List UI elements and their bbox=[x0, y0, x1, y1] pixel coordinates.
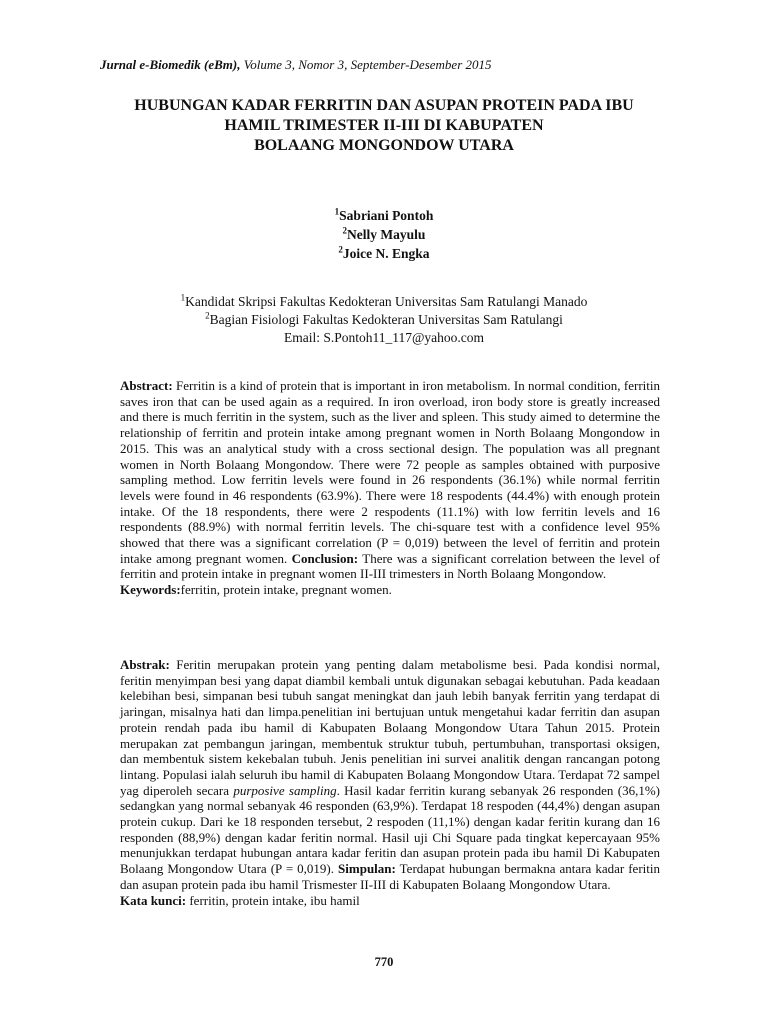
page-number: 770 bbox=[374, 955, 394, 969]
journal-name: Jurnal e-Biomedik (eBm), bbox=[100, 57, 241, 72]
author: $^2$Joice N. Engka bbox=[338, 244, 430, 261]
abstract-body: Abstract: Ferritin is a kind of protein that is important in iron metabolism. In normal condition, ferritin saves iron that can be used again as a required. In iron overload, iron body store is greatly increased and there is much ferritin in the system, such as the liver and spleen. This study aimed to determine the relationship of ferritin and protein intake among pregnant women in North Bolaang Mongondow in 2015. This was an analytical study with a cross sectional design. The population was all pregnant women in North Bolaang Mongondow. There were 72 people as samples obtained with purposive sampling method. Low ferritin levels were found in 26 respondents (36.1%) while normal ferritin levels were found in 46 respondents (63.9%). There were 18 respodents (44.4%) with enough protein intake. Of the 18 respondents, there were 2 respodents (11.1%) with low ferritin levels and 16 respondents (88.9%) with normal ferritin levels. The chi-square test with a confidence level 95% showed that there was a significant correlation (P = 0,019) between the level of ferritin and protein intake among pregnant women. Conclusion: There was a significant correlation between the level of ferritin and protein intake in pregnant women II-III trimesters in North Bolaang Mongondow. bbox=[120, 378, 660, 582]
kata-kunci-label: Kata kunci: bbox=[120, 892, 187, 908]
keywords: Keywords:ferritin, protein intake, pregnant women. bbox=[120, 582, 392, 598]
author-list bbox=[0, 206, 768, 263]
journal-issue: Volume 3, Nomor 3, September-Desember 2015 bbox=[243, 57, 492, 72]
author-name: Sabriani Pontoh bbox=[339, 208, 434, 223]
title-line: HAMIL TRIMESTER II-III DI KABUPATEN bbox=[224, 117, 544, 134]
affiliation: $^2$Bagian Fisiologi Fakultas Kedokteran Universitas Sam Ratulangi bbox=[205, 310, 563, 327]
abstract-english bbox=[120, 378, 660, 598]
paper-title bbox=[60, 96, 708, 156]
abstrak-label: Abstrak: bbox=[120, 657, 170, 672]
conclusion-label: Conclusion: bbox=[287, 550, 359, 566]
simpulan-label: Simpulan: bbox=[334, 861, 396, 877]
email: Email: S.Pontoh11_117@yahoo.com bbox=[283, 330, 485, 345]
title-line: HUBUNGAN KADAR FERRITIN DAN ASUPAN PROTEIN PADA IBU bbox=[134, 97, 634, 114]
abstract-indonesian bbox=[120, 657, 660, 908]
author: $^1$Sabriani Pontoh bbox=[334, 206, 434, 223]
affiliations bbox=[0, 293, 768, 347]
abstract-label: Abstract: bbox=[120, 378, 173, 393]
author: $^2$Nelly Mayulu bbox=[342, 225, 426, 242]
title-line: BOLAANG MONGONDOW UTARA bbox=[254, 137, 514, 154]
affiliation: $^1$Kandidat Skripsi Fakultas Kedokteran Universitas Sam Ratulangi Manado bbox=[180, 292, 588, 309]
author-name: Nelly Mayulu bbox=[347, 227, 426, 242]
author-name: Joice N. Engka bbox=[342, 246, 430, 261]
abstrak-body: Abstrak: Feritin merupakan protein yang penting dalam metabolisme besi. Pada kondisi normal, feritin menyimpan besi yang dapat diambil kembali untuk digunakan sebagai kebutuhan. Pada keadaan kelebihan besi, simpanan besi tubuh sangat meningkat dan jauh lebih banyak ferritin yang terdapat di jaringan, misalnya hati dan limpa.penelitian ini bertujuan untuk mengetahui kadar ferritin dan asupan protein rendah pada ibu hamil di Kabupaten Bolaang Mongondow Utara Tahun 2015. Protein merupakan zat pembangun jaringan, membentuk struktur tubuh, pertumbuhan, transportasi oksigen, dan membentuk sistem kekebalan tubuh. Jenis penelitian ini survei analitik dengan rancangan potong lintang. Populasi ialah seluruh ibu hamil di Kabupaten Bolaang Mongondow Utara. Terdapat 72 sampel yag diperoleh secara purposive sampling. Hasil kadar ferritin kurang sebanyak 26 responden (36,1%) sedangkan yang normal sebanyak 46 responden (63,9%). Terdapat 18 respoden (44,4%) dengan asupan protein cukup. Dari ke 18 responden tersebut, 2 respoden (11,1%) dengan kadar feritin kurang dan 16 responden (88,9%) dengan kadar feritin normal. Hasil uji Chi Square pada tingkat kepercayaan 95% menunjukkan terdapat hubungan antara kadar feritin dan asupan protein pada ibu hamil Di Kabupaten Bolaang Mongondow Utara (P = 0,019). Simpulan: Terdapat hubungan bermakna antara kadar feritin dan asupan protein pada ibu hamil Trismester II-III di Kabupaten Bolaang Mongondow Utara. bbox=[120, 657, 660, 892]
journal-header bbox=[100, 57, 492, 73]
kata-kunci: Kata kunci: ferritin, protein intake, ibu hamil bbox=[120, 892, 360, 908]
keywords-label: Keywords: bbox=[120, 582, 181, 598]
